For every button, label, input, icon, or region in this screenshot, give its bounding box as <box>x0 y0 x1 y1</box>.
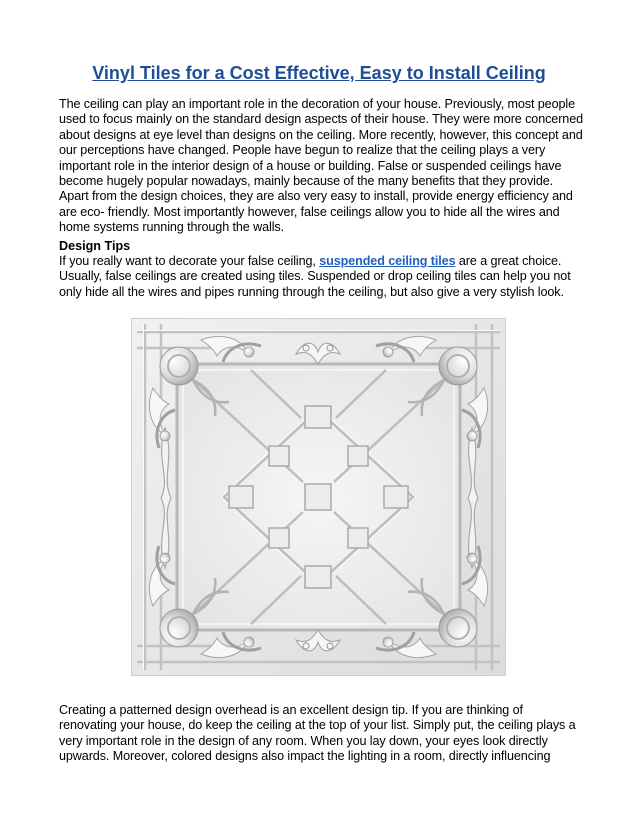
tips-text-after-link: are a great choice. Usually, false ceilings are created using tiles. Suspended or drop ceiling tiles can help you not only hide all the wires and pipes running through the ceiling, but also give a very stylish look. <box>59 254 571 299</box>
closing-paragraph: Creating a patterned design overhead is an excellent design tip. If you are thinking of renovating your house, do keep the ceiling at the top of your list. Simply put, the ceiling plays a very important role in the design of any room. When you lay down, your eyes look directly upwards. Moreover, colored designs also impact the lighting in a room, directly influencing <box>59 703 576 764</box>
ceiling-tile-image <box>131 318 506 676</box>
tips-paragraph <box>59 254 584 300</box>
intro-paragraph: The ceiling can play an important role in the decoration of your house. Previously, most people used to focus mainly on the standard design aspects of their house. They were more concerned about designs at eye level than designs on the ceiling. More recently, however, this concept and our perceptions have changed. People have begun to realize that the ceiling plays a very important role in the interior design of a house or building. False or suspended ceilings have become hugely popular nowadays, mainly because of the many benefits that they provide. Apart from the design choices, they are also very easy to install, provide energy efficiency and are eco- friendly. Most importantly however, false ceilings allow you to hide all the wires and home systems running through the walls. <box>59 97 584 235</box>
document-title: Vinyl Tiles for a Cost Effective, Easy to Install Ceiling <box>92 63 546 83</box>
suspended-ceiling-tiles-link[interactable]: suspended ceiling tiles <box>319 254 456 268</box>
section-heading: Design Tips <box>59 239 131 253</box>
tips-text-before-link: If you really want to decorate your false ceiling, <box>59 254 320 268</box>
